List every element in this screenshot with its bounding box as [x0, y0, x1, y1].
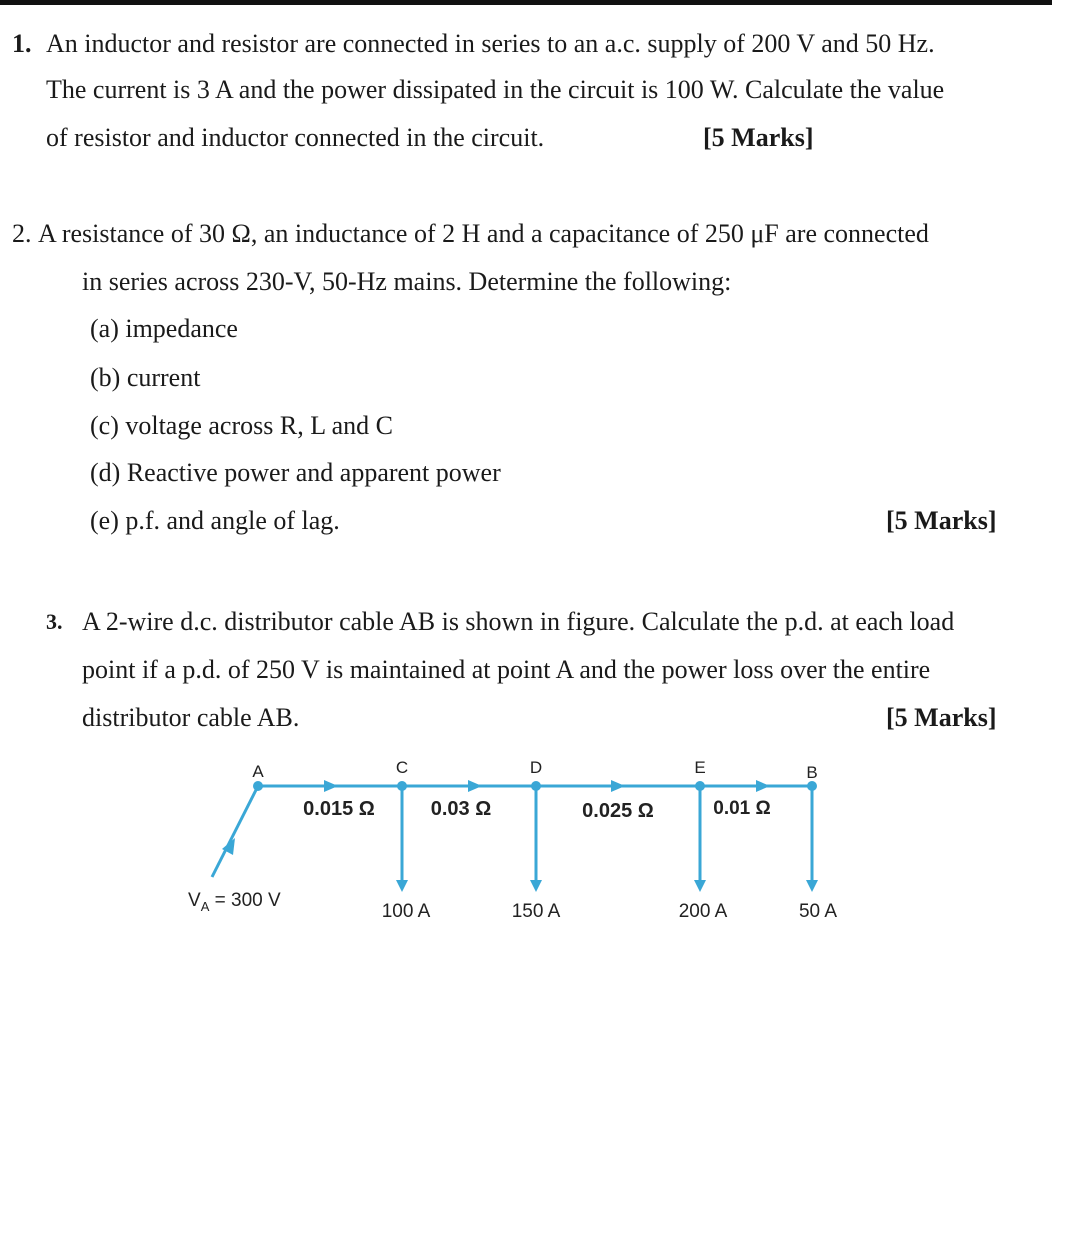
- current-arrow: [756, 780, 770, 792]
- sub-question: (a) impedance: [90, 314, 238, 343]
- node-label-c: C: [395, 758, 409, 777]
- question-text-line: in series across 230-V, 50-Hz mains. Determine the following:: [82, 267, 732, 296]
- resistance-label-cd: 0.03 Ω: [430, 798, 492, 820]
- current-arrow: [324, 780, 338, 792]
- load-arrow: [396, 880, 408, 892]
- load-arrow: [806, 880, 818, 892]
- supply-voltage-label: [188, 890, 281, 914]
- supply-voltage-prefix: V: [188, 890, 201, 911]
- node-label-b: B: [806, 763, 818, 782]
- sub-question: (d) Reactive power and apparent power: [90, 458, 501, 487]
- load-label-b: 50 A: [798, 901, 838, 922]
- question-number: 3.: [46, 609, 63, 634]
- current-arrow: [468, 780, 482, 792]
- load-arrow: [530, 880, 542, 892]
- load-label-d: 150 A: [511, 901, 561, 922]
- question-number: 1.: [12, 29, 32, 58]
- question-text-line: A 2-wire d.c. distributor cable AB is shown in figure. Calculate the p.d. at each load: [82, 607, 955, 636]
- supply-voltage-subscript: A: [200, 899, 210, 914]
- question-text-line: A resistance of 30 Ω, an inductance of 2 H and a capacitance of 250 μF are connected: [38, 219, 929, 248]
- question-text-line: The current is 3 A and the power dissipated in the circuit is 100 W. Calculate the value: [46, 75, 945, 104]
- arrow-heads: [222, 780, 818, 892]
- sub-question: (c) voltage across R, L and C: [90, 411, 393, 440]
- load-arrow: [694, 880, 706, 892]
- question-text-line: of resistor and inductor connected in the circuit.: [46, 123, 545, 152]
- node-dot-e: [695, 781, 705, 791]
- sub-question: (b) current: [90, 363, 201, 392]
- resistance-label-de: 0.025 Ω: [582, 800, 654, 822]
- marks-label: [5 Marks]: [886, 506, 997, 535]
- node-dot-c: [397, 781, 407, 791]
- resistance-label-ac: 0.015 Ω: [303, 798, 375, 820]
- question-number: 2.: [12, 219, 32, 248]
- resistance-label-eb: 0.01 Ω: [713, 798, 771, 819]
- supply-line: [212, 786, 258, 877]
- node-label-e: E: [694, 758, 706, 777]
- current-arrow: [611, 780, 625, 792]
- sub-question: (e) p.f. and angle of lag.: [90, 506, 340, 535]
- node-label-d: D: [529, 758, 543, 777]
- load-label-c: 100 A: [381, 901, 431, 922]
- question-text-line: distributor cable AB.: [82, 703, 300, 732]
- supply-voltage-value: = 300 V: [209, 890, 281, 911]
- marks-label: [5 Marks]: [703, 123, 814, 152]
- node-dot-a: [253, 781, 263, 791]
- question-text-line: An inductor and resistor are connected in series to an a.c. supply of 200 V and 50 Hz.: [46, 29, 935, 58]
- node-dot-d: [531, 781, 541, 791]
- node-label-a: A: [252, 762, 264, 781]
- load-label-e: 200 A: [678, 901, 728, 922]
- question-text-line: point if a p.d. of 250 V is maintained at point A and the power loss over the entire: [82, 655, 931, 684]
- node-dot-b: [807, 781, 817, 791]
- marks-label: [5 Marks]: [886, 703, 997, 732]
